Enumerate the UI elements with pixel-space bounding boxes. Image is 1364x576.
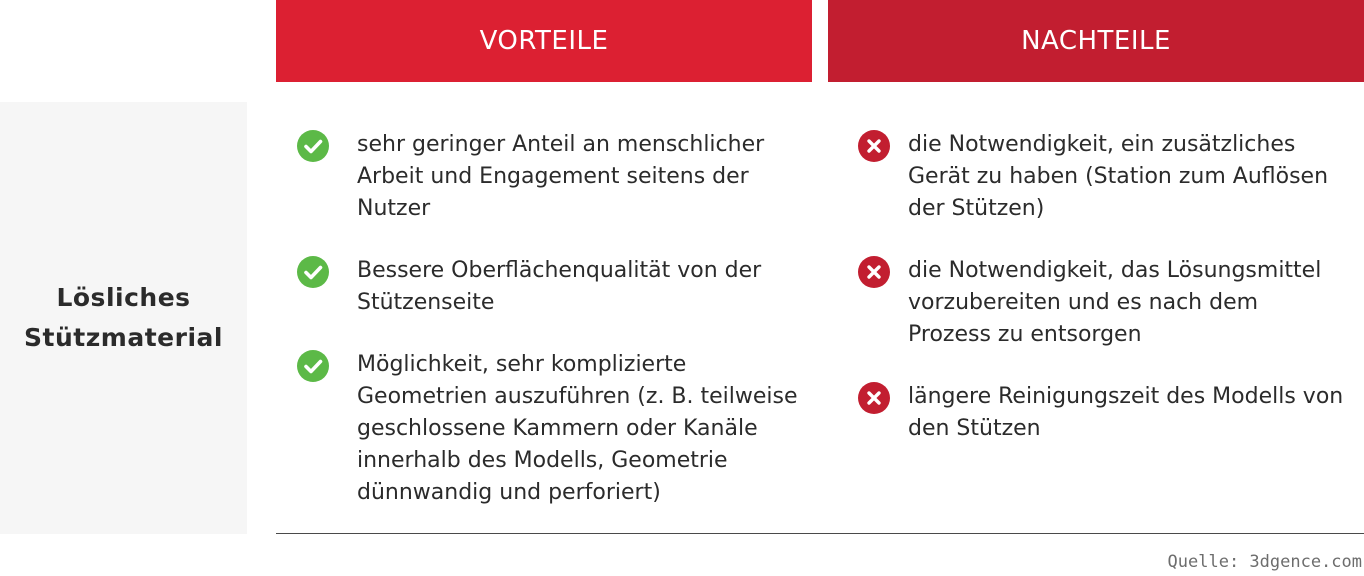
pro-text: Bessere Oberflächenqualität von der Stützenseite (357, 258, 762, 315)
bottom-divider (276, 533, 1364, 534)
con-text: längere Reinigungszeit des Modells von den Stützen (908, 384, 1344, 441)
x-circle-icon (858, 130, 890, 162)
con-text: die Notwendigkeit, ein zusätzliches Gerät zu haben (Station zum Auflösen der Stützen) (908, 132, 1329, 221)
pros-header-label: VORTEILE (479, 26, 609, 56)
check-circle-icon (297, 130, 329, 162)
x-circle-icon (858, 382, 890, 414)
x-circle-icon (858, 256, 890, 288)
pros-column-header (276, 0, 812, 82)
row-label: Lösliches Stützmaterial (24, 283, 223, 352)
cons-column-header (828, 0, 1364, 82)
row-label-cell (0, 102, 247, 534)
cons-header-label: NACHTEILE (1021, 26, 1171, 56)
con-text: die Notwendigkeit, das Lösungsmittel vorzubereiten und es nach dem Prozess zu entsorgen (908, 258, 1322, 347)
pro-text: Möglichkeit, sehr komplizierte Geometrien auszuführen (z. B. teilweise geschlossene Kammern oder Kanäle innerhalb des Modells, Geometrie dünnwandig und perforiert) (357, 352, 798, 505)
check-circle-icon (297, 256, 329, 288)
pro-text: sehr geringer Anteil an menschlicher Arbeit und Engagement seitens der Nutzer (357, 132, 765, 221)
check-circle-icon (297, 350, 329, 382)
source-credit: Quelle: 3dgence.com (1167, 552, 1362, 572)
